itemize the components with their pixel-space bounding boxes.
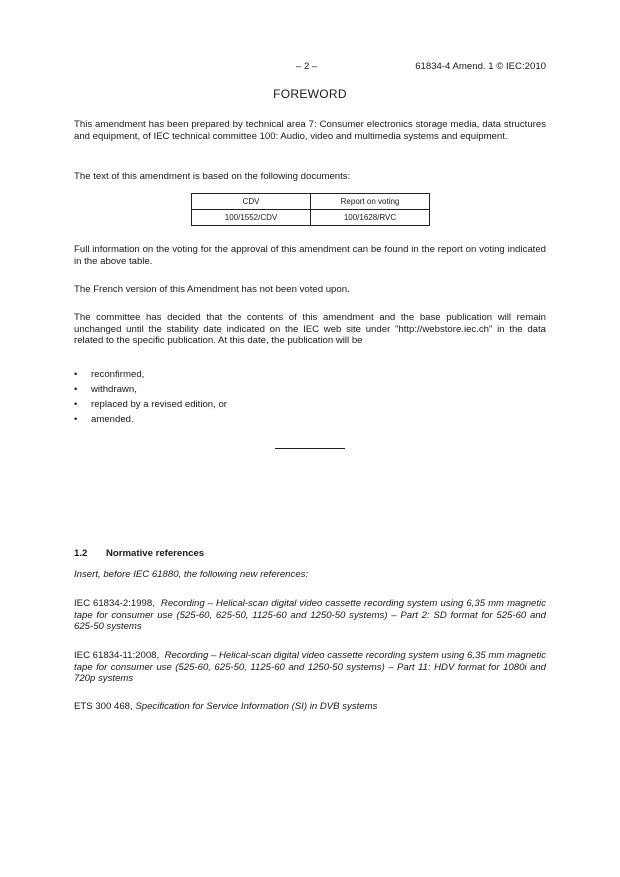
table-cell-cdv: 100/1552/CDV [192, 210, 311, 226]
reference-title: Specification for Service Information (SI) in DVB systems [135, 701, 378, 712]
reference-item [74, 598, 546, 633]
french-version-paragraph: The French version of this Amendment has not been voted upon. [74, 284, 350, 295]
section-divider [275, 448, 345, 449]
list-item [74, 414, 227, 429]
bullet-icon: • [74, 414, 78, 425]
bullet-icon: • [74, 384, 78, 395]
committee-paragraph: The committee has decided that the contents of this amendment and the base publication will remain unchanged until the stability date indicated on the IEC web site under "http://webstore.iec.ch" in the data related to the specific publication. At this date, the publication will be [74, 312, 546, 347]
insert-instruction: Insert, before IEC 61880, the following new references: [74, 569, 309, 580]
reference-id: IEC 61834-11:2008, [74, 650, 160, 661]
list-item [74, 369, 227, 384]
list-item-text: reconfirmed, [91, 369, 145, 380]
section-number: 1.2 [74, 548, 88, 559]
documents-intro: The text of this amendment is based on the following documents: [74, 171, 351, 182]
list-item [74, 399, 227, 414]
document-id: 61834-4 Amend. 1 © IEC:2010 [415, 61, 546, 72]
page-header [0, 61, 620, 73]
reference-item [74, 701, 546, 713]
intro-paragraph: This amendment has been prepared by technical area 7: Consumer electronics storage media, data structures and equipment, of IEC technical committee 100: Audio, video and multimedia systems and equipment. [74, 119, 546, 142]
bullet-icon: • [74, 369, 78, 380]
table-cell-rvc: 100/1628/RVC [311, 210, 430, 226]
list-item-text: replaced by a revised edition, or [91, 399, 227, 410]
reference-id: IEC 61834-2:1998, [74, 598, 155, 609]
reference-id: ETS 300 468, [74, 701, 133, 712]
voting-info-paragraph: Full information on the voting for the approval of this amendment can be found in the report on voting indicated in the above table. [74, 244, 546, 267]
list-item-text: amended. [91, 414, 134, 425]
list-item [74, 384, 227, 399]
page-number: – 2 – [296, 61, 318, 72]
bullet-icon: • [74, 399, 78, 410]
reference-title: Recording – Helical-scan digital video cassette recording system using 6,35 mm magnetic tape for consumer use (525-60, 625-50, 1125-60 and 1250-50 systems) – Part 11: HDV format for 1080i and 720p systems [74, 650, 546, 685]
list-item-text: withdrawn, [91, 384, 137, 395]
reference-item [74, 650, 546, 685]
reference-title: Recording – Helical-scan digital video cassette recording system using 6,35 mm magnetic tape for consumer use (525-60, 625-50, 1125-60 and 1250-50 systems) – Part 2: SD format for 525-60 and 625-50 systems [74, 598, 546, 633]
bullet-list [74, 369, 227, 429]
documents-table [191, 193, 430, 226]
table-row [192, 210, 430, 226]
foreword-title: FOREWORD [273, 87, 347, 101]
table-header-cdv: CDV [192, 194, 311, 210]
table-header-report: Report on voting [311, 194, 430, 210]
section-title: Normative references [106, 548, 205, 559]
table-header-row [192, 194, 430, 210]
section-heading [74, 548, 204, 560]
